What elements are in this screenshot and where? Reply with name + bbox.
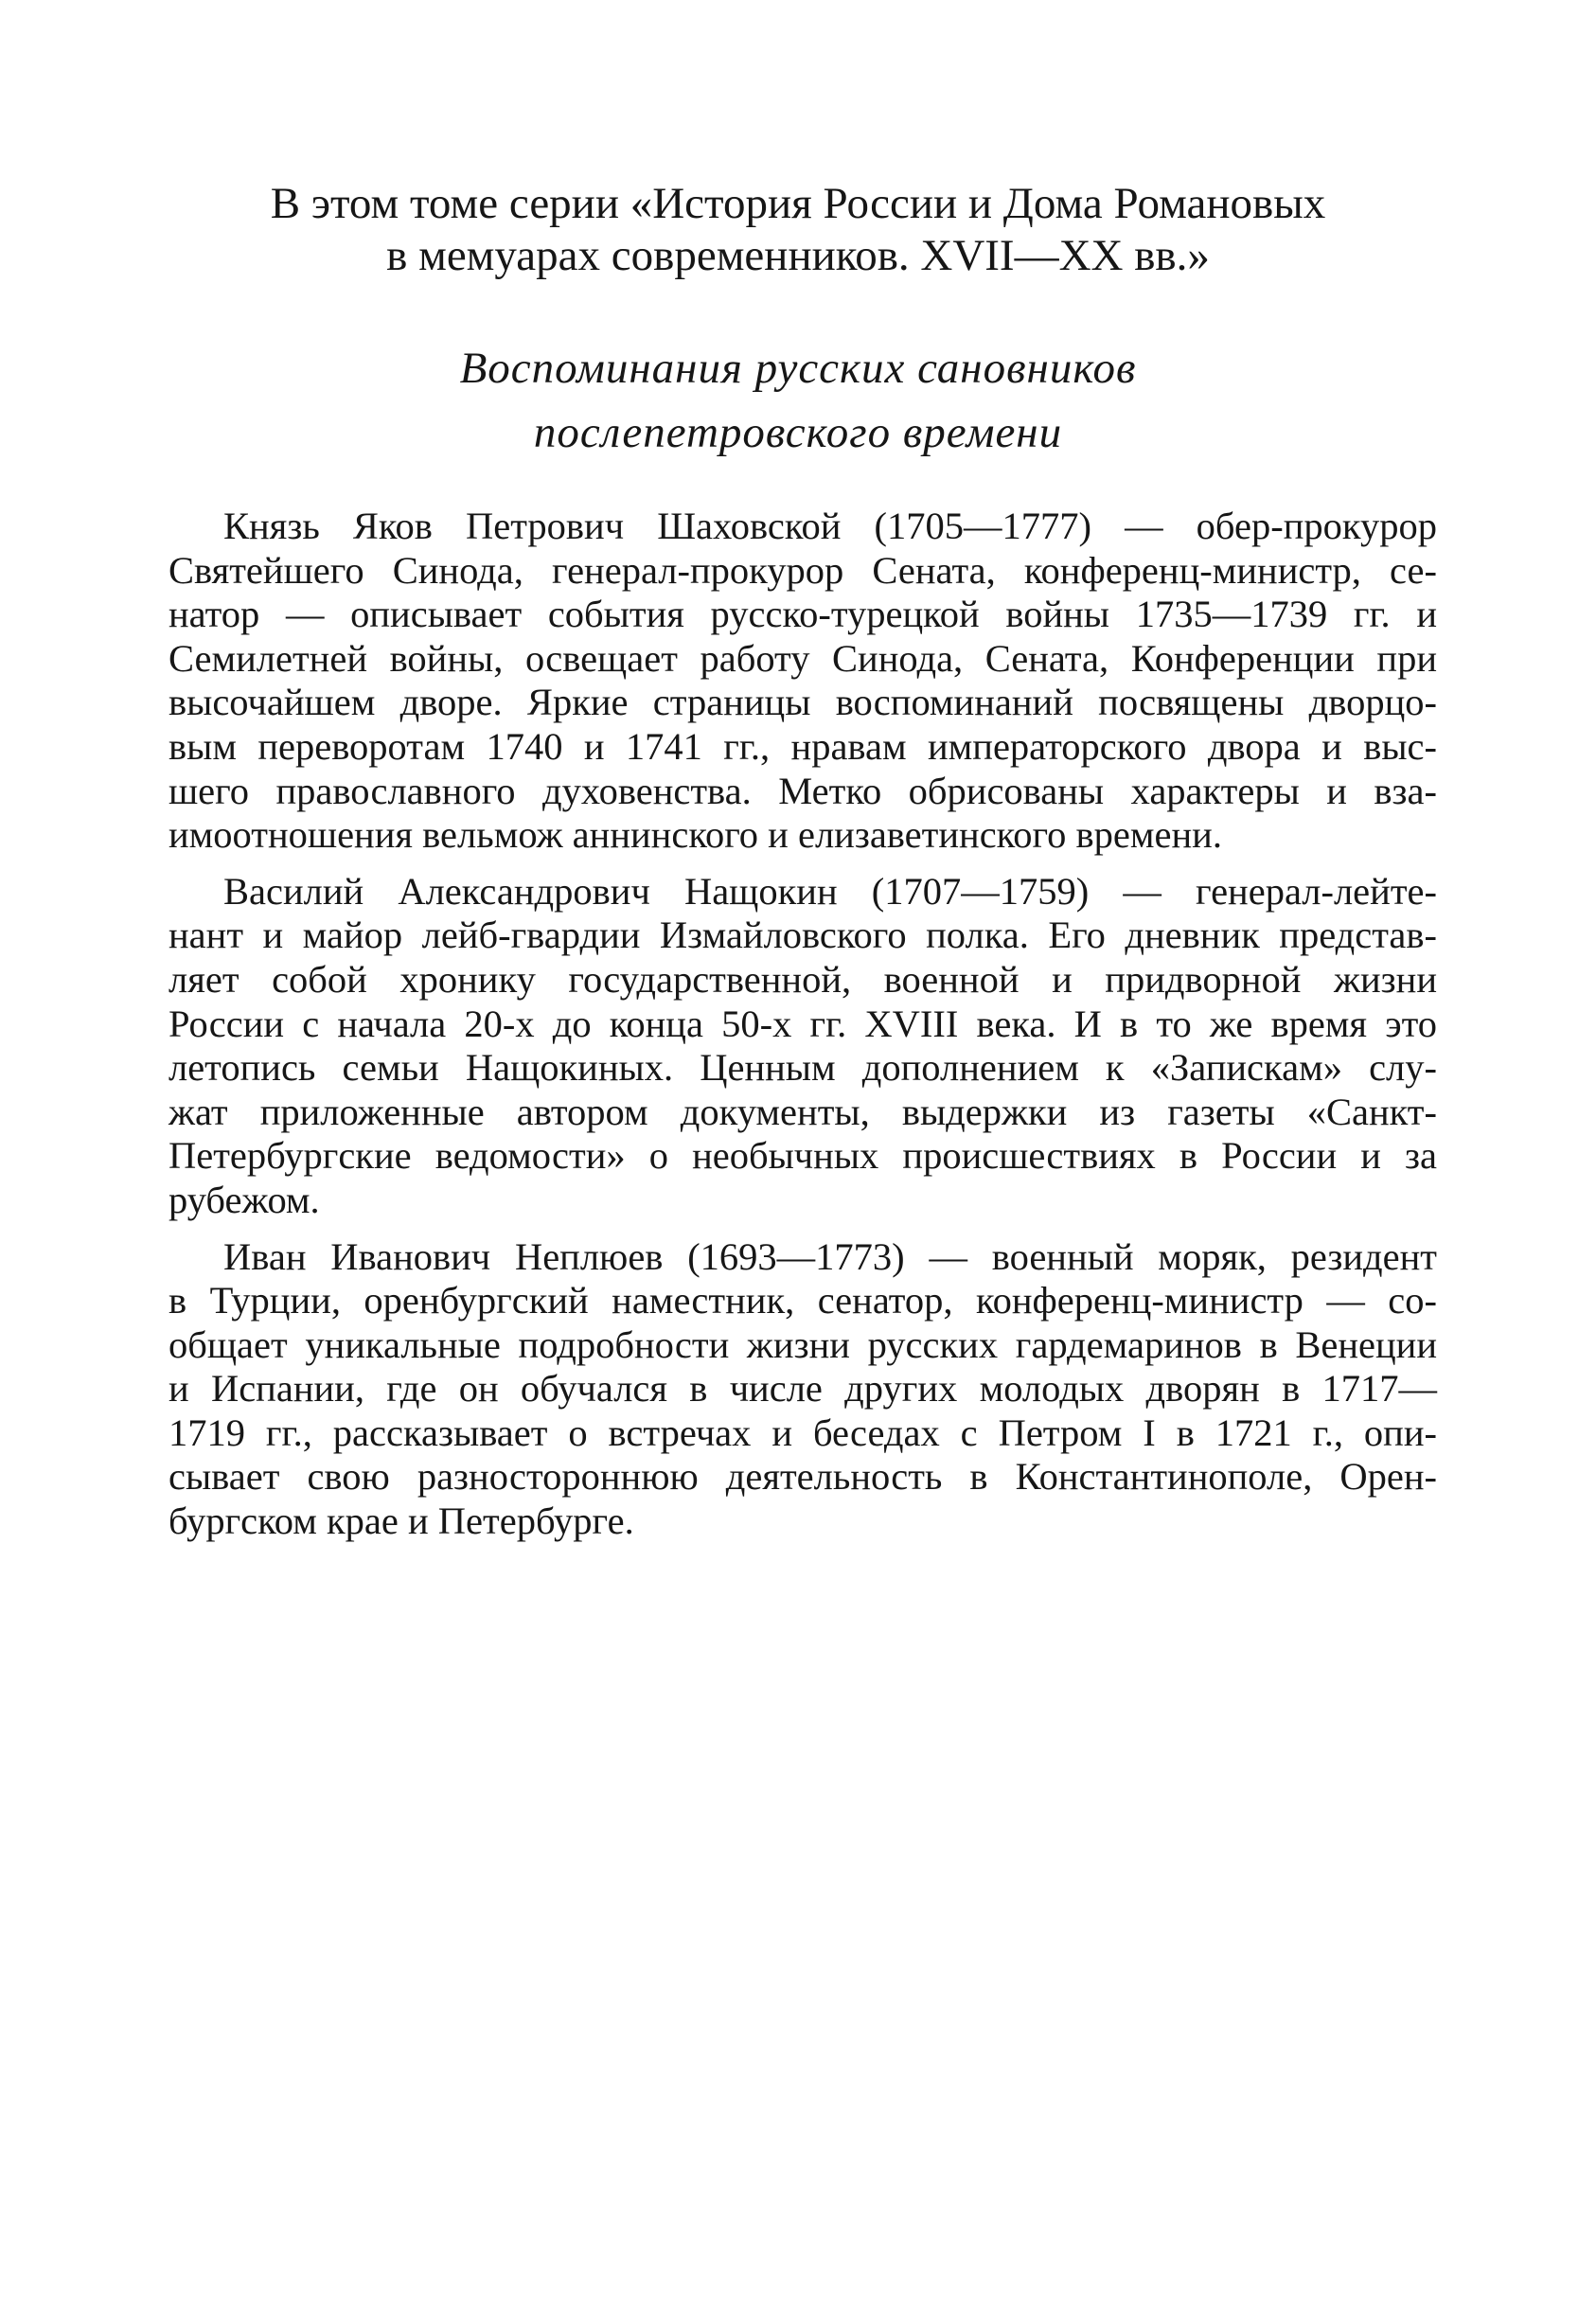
text-line: Иван Иванович Неплюев (1693—1773) — военный моряк, резидент: [223, 1234, 1437, 1278]
text-line: рубежом.: [168, 1178, 320, 1221]
text-line: Князь Яков Петрович Шаховской (1705—1777) — обер-прокурор: [223, 505, 1437, 547]
text-line: бургском крае и Петербурге.: [168, 1500, 634, 1543]
annotation-body: [168, 505, 1437, 1556]
text-line: вым переворотам 1740 и 1741 гг., нравам императорского двора и выс-: [168, 724, 1437, 768]
series-heading-line-1: В этом томе серии «История России и Дома Романовых: [270, 179, 1326, 228]
text-line: имоотношения вельмож аннинского и елизаветинского времени.: [168, 813, 1222, 857]
text-line: летопись семьи Нащокиных. Ценным дополнением к «Запискам» слу-: [168, 1046, 1437, 1090]
text-line: Василий Александрович Нащокин (1707—1759) — генерал-лейте-: [223, 869, 1437, 913]
volume-subtitle-line-1: Воспоминания русских сановников: [459, 344, 1137, 393]
text-line: нант и майор лейб-гвардии Измайловского полка. Его дневник представ-: [168, 914, 1437, 957]
text-line: жат приложенные автором документы, выдержки из газеты «Санкт-: [168, 1090, 1437, 1133]
series-heading-line-2: в мемуарах современников. XVII—XX вв.»: [386, 231, 1210, 280]
text-line: 1719 гг., рассказывает о встречах и беседах с Петром I в 1721 г., опи-: [168, 1411, 1437, 1454]
text-line: Святейшего Синода, генерал-прокурор Сената, конференц-министр, се-: [168, 548, 1437, 592]
text-line: Семилетней войны, освещает работу Синода, Сената, Конференции при: [168, 636, 1437, 680]
volume-subtitle: [142, 336, 1454, 465]
text-line: ляет собой хронику государственной, военной и придворной жизни: [168, 957, 1437, 1001]
text-line: России с начала 20-х до конца 50-х гг. XVIII века. И в то же время это: [168, 1002, 1437, 1045]
volume-subtitle-line-2: послепетровского времени: [533, 408, 1063, 457]
text-line: общает уникальные подробности жизни русских гардемаринов в Венеции: [168, 1322, 1437, 1366]
text-line: в Турции, оренбургский наместник, сенатор, конференц-министр — со-: [168, 1279, 1437, 1322]
paragraph-shakhovskoy: [168, 505, 1437, 858]
text-line: сывает свою разностороннюю деятельность в Константинополе, Орен-: [168, 1455, 1437, 1499]
paragraph-neplyuev: [168, 1235, 1437, 1544]
text-line: натор — описывает события русско-турецкой войны 1735—1739 гг. и: [168, 593, 1437, 636]
text-line: Петербургские ведомости» о необычных происшествиях в России и за: [168, 1134, 1437, 1178]
paragraph-nashchokin: [168, 870, 1437, 1223]
text-line: высочайшем дворе. Яркие страницы воспоминаний посвящены дворцо-: [168, 681, 1437, 724]
text-line: и Испании, где он обучался в числе других молодых дворян в 1717—: [168, 1367, 1437, 1411]
text-line: шего православного духовенства. Метко обрисованы характеры и вза-: [168, 769, 1437, 812]
series-heading: [142, 178, 1454, 282]
